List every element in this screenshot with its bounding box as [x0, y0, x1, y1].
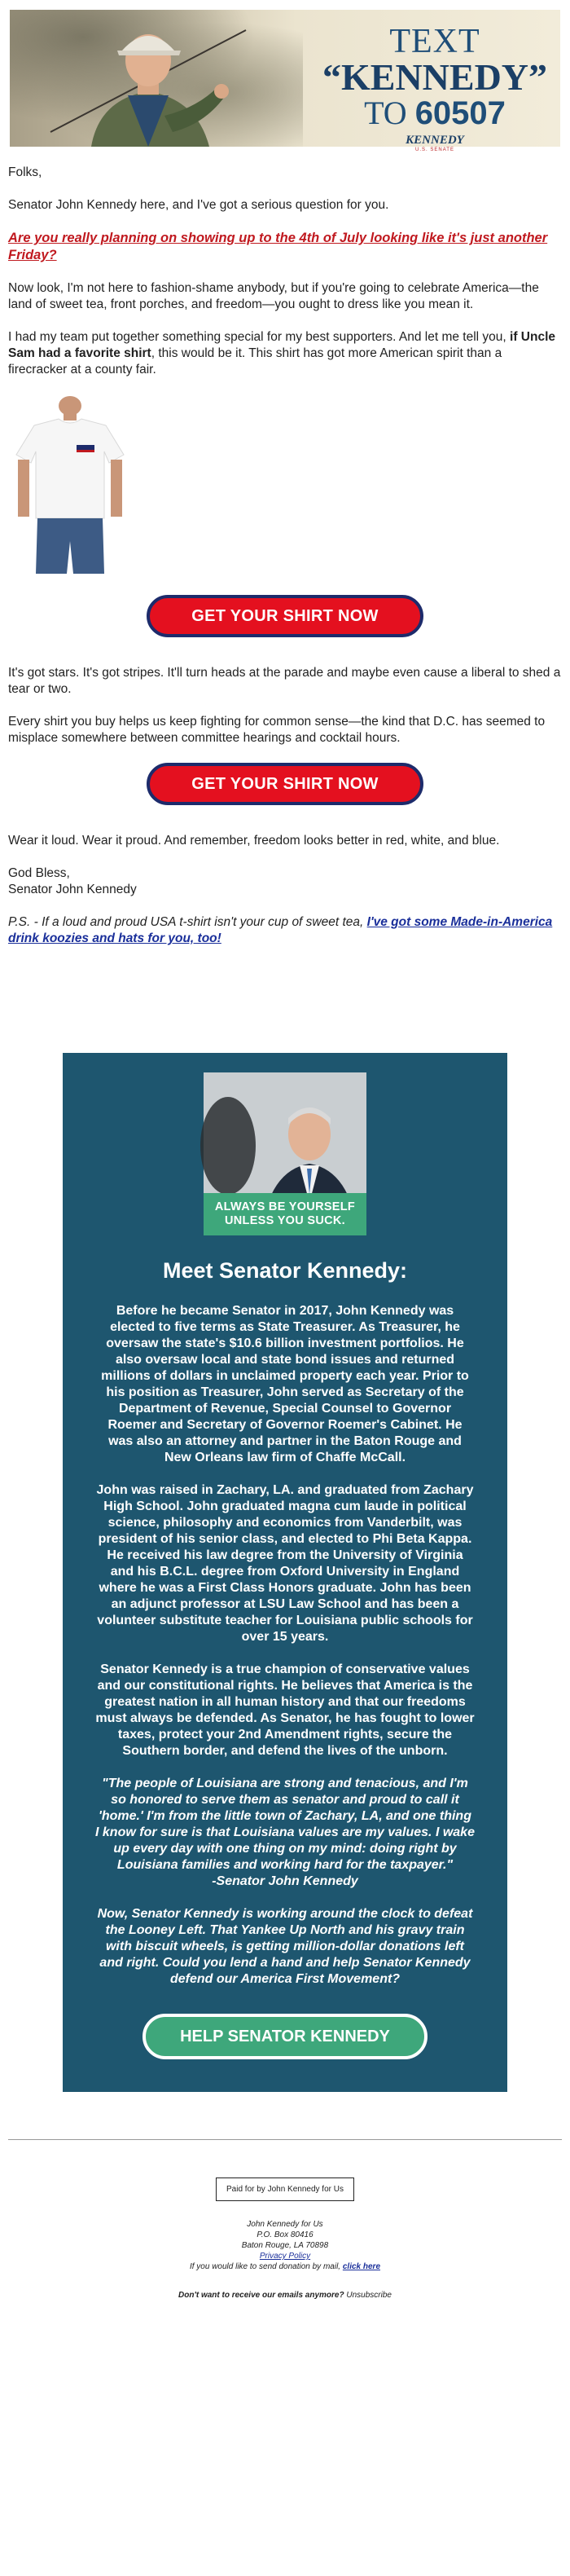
signoff-blessing: God Bless,	[8, 866, 70, 880]
paragraph-2-end: , this would be it. This shirt has got more American spirit than a firecracker at a county fair.	[8, 346, 502, 376]
question-paragraph	[8, 230, 562, 264]
senator-portrait[interactable]	[204, 1072, 366, 1235]
banner-to: TO	[364, 95, 407, 131]
banner-shortcode: 60507	[414, 95, 506, 131]
privacy-policy-link[interactable]: Privacy Policy	[259, 2252, 311, 2261]
tshirt-image[interactable]	[8, 398, 132, 574]
po-box: P.O. Box 80416	[256, 2230, 314, 2239]
kennedy-logo: KENNEDY	[406, 134, 464, 147]
get-shirt-button-2[interactable]: GET YOUR SHIRT NOW	[147, 763, 423, 805]
org-name: John Kennedy for Us	[247, 2220, 323, 2229]
greeting: Folks,	[8, 165, 42, 179]
header-banner[interactable]	[10, 10, 560, 152]
bio-paragraph-2: John was raised in Zachary, LA. and graduated from Zachary High School. John graduated magna cum laude in political science, philosophy and economics from Vanderbilt, was president of his senior class, and elected to Phi Beta Kappa. He received his law degree from the University of Virginia and his B.C.L. degree from Oxford University in England where he was a First Class Honors graduate. John has been an adjunct professor at LSU Law School and has been a volunteer substitute teacher for Louisiana public schools for over 15 years.	[96, 1483, 474, 1644]
spacer	[8, 963, 562, 1053]
postscript	[8, 914, 562, 947]
help-senator-button[interactable]: HELP SENATOR KENNEDY	[142, 2014, 428, 2059]
spacer	[8, 637, 562, 665]
senator-photo	[42, 10, 254, 147]
quote-text: "The people of Louisiana are strong and tenacious, and I'm so honored to serve them as senator and proud to call it 'home.' I'm from the little town of Zachary, LA, and one thing I know for sure is that Louisiana values are my values. I wake up every day with one thing on my mind: doing right by Louisiana families and working hard for the taxpayer."	[95, 1777, 475, 1872]
senator-quote	[95, 1776, 475, 1890]
mailing-address	[8, 2219, 562, 2272]
footer	[8, 2140, 562, 2301]
appeal-paragraph: Now, Senator Kennedy is working around the clock to defeat the Looney Left. That Yankee Up North and his gravy train with biscuit wheels, is getting million-dollar donations left and right. Could you lend a hand and help Senator Kennedy defend our America First Movement?	[97, 1907, 473, 1986]
koozies-hats-link[interactable]: I've got some Made-in-America drink koozies and hats for you, too!	[8, 915, 553, 945]
bio-panel	[63, 1053, 507, 2092]
signoff	[8, 865, 562, 898]
paragraph-5: Wear it loud. Wear it proud. And remember, freedom looks better in red, white, and blue.	[8, 834, 500, 848]
paragraph-2-bold: if Uncle Sam had a favorite shirt	[8, 330, 555, 360]
paragraph-2	[8, 329, 562, 378]
postscript-text: P.S. - If a loud and proud USA t-shirt isn't your cup of sweet tea,	[8, 915, 367, 929]
quote-attribution: -Senator John Kennedy	[212, 1874, 358, 1888]
letter-body	[8, 165, 562, 947]
paragraph-3: It's got stars. It's got stripes. It'll turn heads at the parade and maybe even cause a liberal to shed a tear or two.	[8, 666, 561, 696]
meet-heading: Meet Senator Kennedy:	[162, 1258, 408, 1283]
paragraph-2-start: I had my team put together something special for my best supporters. And let me tell you,	[8, 330, 511, 344]
paid-for-box: Paid for by John Kennedy for Us	[216, 2177, 354, 2201]
banner-text	[313, 24, 557, 152]
paragraph-4: Every shirt you buy helps us keep fighting for common sense—the kind that D.C. has seemed to misplace somewhere between committee hearings and cocktail hours.	[8, 715, 546, 745]
city-state-zip: Baton Rouge, LA 70898	[241, 2241, 329, 2250]
unsubscribe-text: Don't want to receive our emails anymore?	[178, 2291, 347, 2300]
question-link[interactable]: Are you really planning on showing up to the 4th of July looking like it's just another Friday?	[8, 231, 548, 262]
bio-paragraph-1: Before he became Senator in 2017, John Kennedy was elected to five terms as State Treasurer. As Treasurer, he oversaw the state's $10.6 billion investment portfolios. He also oversaw local and state bond issues and returned millions of dollars in unclaimed property each year. Prior to his position as Treasurer, John served as Secretary of the Department of Revenue, Special Counsel to Governor Roemer and Secretary of Governor Roemer's Cabinet. He was also an attorney and partner in the Baton Rouge and New Orleans law firm of Chaffe McCall.	[101, 1304, 469, 1464]
paragraph-1: Now look, I'm not here to fashion-shame anybody, but if you're going to celebrate America—the land of sweet tea, front porches, and freedom—you ought to dress like you mean it.	[8, 281, 539, 311]
get-shirt-button-1[interactable]: GET YOUR SHIRT NOW	[147, 595, 423, 637]
unsubscribe-line	[8, 2290, 562, 2301]
unsubscribe-link[interactable]: Unsubscribe	[346, 2291, 392, 2300]
email-container	[8, 0, 562, 2301]
bio-paragraph-3: Senator Kennedy is a true champion of conservative values and our constitutional rights. He believes that America is the greatest nation in all human history and that our freedoms must always be defended. As Senator, he has fought to lower taxes, protect your 2nd Amendment rights, secure the Southern border, and defend the lives of the unborn.	[95, 1662, 475, 1758]
mail-donation-line	[8, 2261, 562, 2272]
banner-keyword: “KENNEDY”	[322, 56, 548, 98]
banner-line3	[313, 96, 557, 130]
mail-donation-text: If you would like to send donation by mail,	[189, 2262, 343, 2271]
signoff-name: Senator John Kennedy	[8, 883, 137, 896]
spacer	[8, 805, 562, 833]
click-here-link[interactable]: click here	[342, 2262, 381, 2271]
opening-line: Senator John Kennedy here, and I've got a serious question for you.	[8, 198, 389, 212]
banner-line1: TEXT	[389, 23, 480, 60]
always-be-yourself-banner: ALWAYS BE YOURSELF UNLESS YOU SUCK.	[204, 1193, 366, 1235]
kennedy-logo-sub: U.S. SENATE	[415, 148, 454, 152]
